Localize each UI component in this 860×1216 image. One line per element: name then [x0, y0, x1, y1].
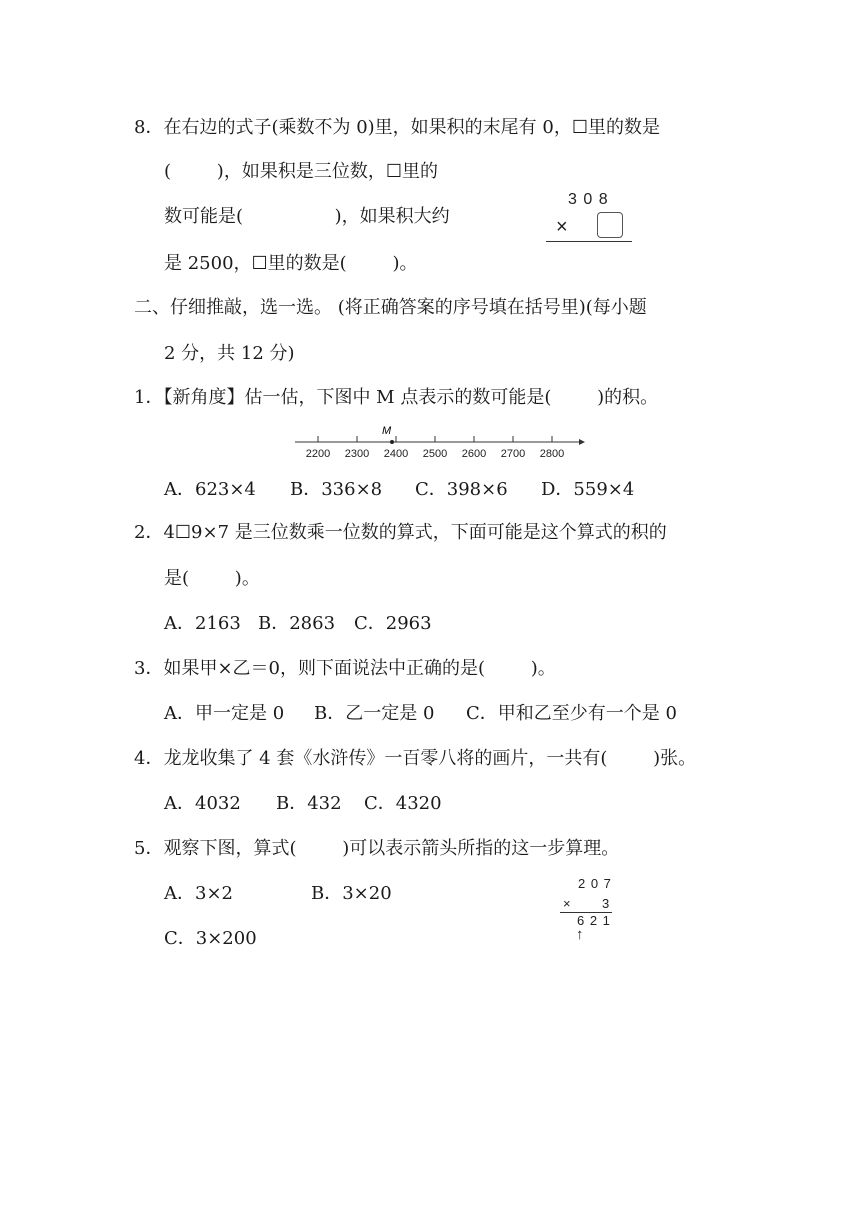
q8-line-2: ( )，如果积是三位数，☐里的: [164, 161, 438, 182]
q5-stem: 5．观察下图，算式( )可以表示箭头所指的这一步算理。: [134, 838, 620, 859]
point-m-dot: [390, 440, 394, 444]
q4-option-c[interactable]: C．4320: [364, 793, 442, 814]
q4-option-a[interactable]: A．4032: [164, 793, 241, 814]
q1-option-c[interactable]: C．398×6: [415, 479, 508, 500]
q8-multiplicand: 3 0 8: [568, 191, 609, 208]
q1-option-a[interactable]: A．623×4: [164, 479, 256, 500]
q2-option-c[interactable]: C．2963: [354, 613, 432, 634]
q2-line-2: 是( )。: [164, 568, 260, 589]
q3-stem: 3．如果甲×乙＝0，则下面说法中正确的是( )。: [134, 658, 556, 679]
q1-option-b[interactable]: B．336×8: [290, 479, 383, 500]
q2-option-a[interactable]: A．2163: [164, 613, 241, 634]
q3-option-a[interactable]: A．甲一定是 0: [164, 703, 285, 724]
section-2-heading-cont: 2 分，共 12 分): [164, 343, 295, 364]
q8-line-4: 是 2500，☐里的数是( )。: [164, 253, 418, 274]
q4-option-b[interactable]: B．432: [276, 793, 342, 814]
q8-calc-rule: [546, 241, 632, 242]
q5-product: 6 2 1: [577, 913, 611, 928]
q5-option-a[interactable]: A．3×2: [164, 883, 233, 904]
q1-number-line: [292, 420, 588, 464]
number-line-tick-label: 2300: [344, 448, 370, 460]
q2-option-b[interactable]: B．2863: [258, 613, 336, 634]
number-line-tick-label: 2400: [383, 448, 409, 460]
q5-multiplicand: 2 0 7: [578, 876, 612, 891]
section-2-heading: 二、仔细推敲，选一选。 (将正确答案的序号填在括号里)(每小题: [134, 297, 647, 318]
number-line-tick-label: 2200: [305, 448, 331, 460]
q8-line-1: 8．在右边的式子(乘数不为 0)里，如果积的末尾有 0，☐里的数是: [134, 117, 660, 138]
q5-option-c[interactable]: C．3×200: [164, 928, 257, 949]
number-line-tick-label: 2700: [500, 448, 526, 460]
q1-option-d[interactable]: D．559×4: [541, 479, 635, 500]
number-line-tick-label: 2500: [422, 448, 448, 460]
q5-multiplier: 3: [602, 896, 610, 911]
q8-line-3: 数可能是( )，如果积大约: [164, 206, 450, 227]
q3-option-c[interactable]: C．甲和乙至少有一个是 0: [466, 703, 677, 724]
arrow-up-icon: ↑: [576, 926, 584, 943]
q5-option-b[interactable]: B．3×20: [311, 883, 392, 904]
q3-option-b[interactable]: B．乙一定是 0: [314, 703, 435, 724]
number-line-tick-label: 2800: [539, 448, 565, 460]
q5-times-sign: ×: [563, 896, 571, 911]
q1-stem: 1．【新角度】估一估，下图中 M 点表示的数可能是( )的积。: [134, 387, 659, 408]
q4-stem: 4．龙龙收集了 4 套《水浒传》一百零八将的画片，一共有( )张。: [134, 748, 697, 769]
q2-line-1: 2．4☐9×7 是三位数乘一位数的算式，下面可能是这个算式的积的: [134, 522, 667, 543]
q8-times-sign: ×: [556, 216, 568, 238]
q8-blank-box[interactable]: [597, 212, 623, 238]
number-line-arrow-head: [579, 439, 585, 445]
number-line-tick-label: 2600: [461, 448, 487, 460]
point-m-label: M: [382, 425, 392, 437]
